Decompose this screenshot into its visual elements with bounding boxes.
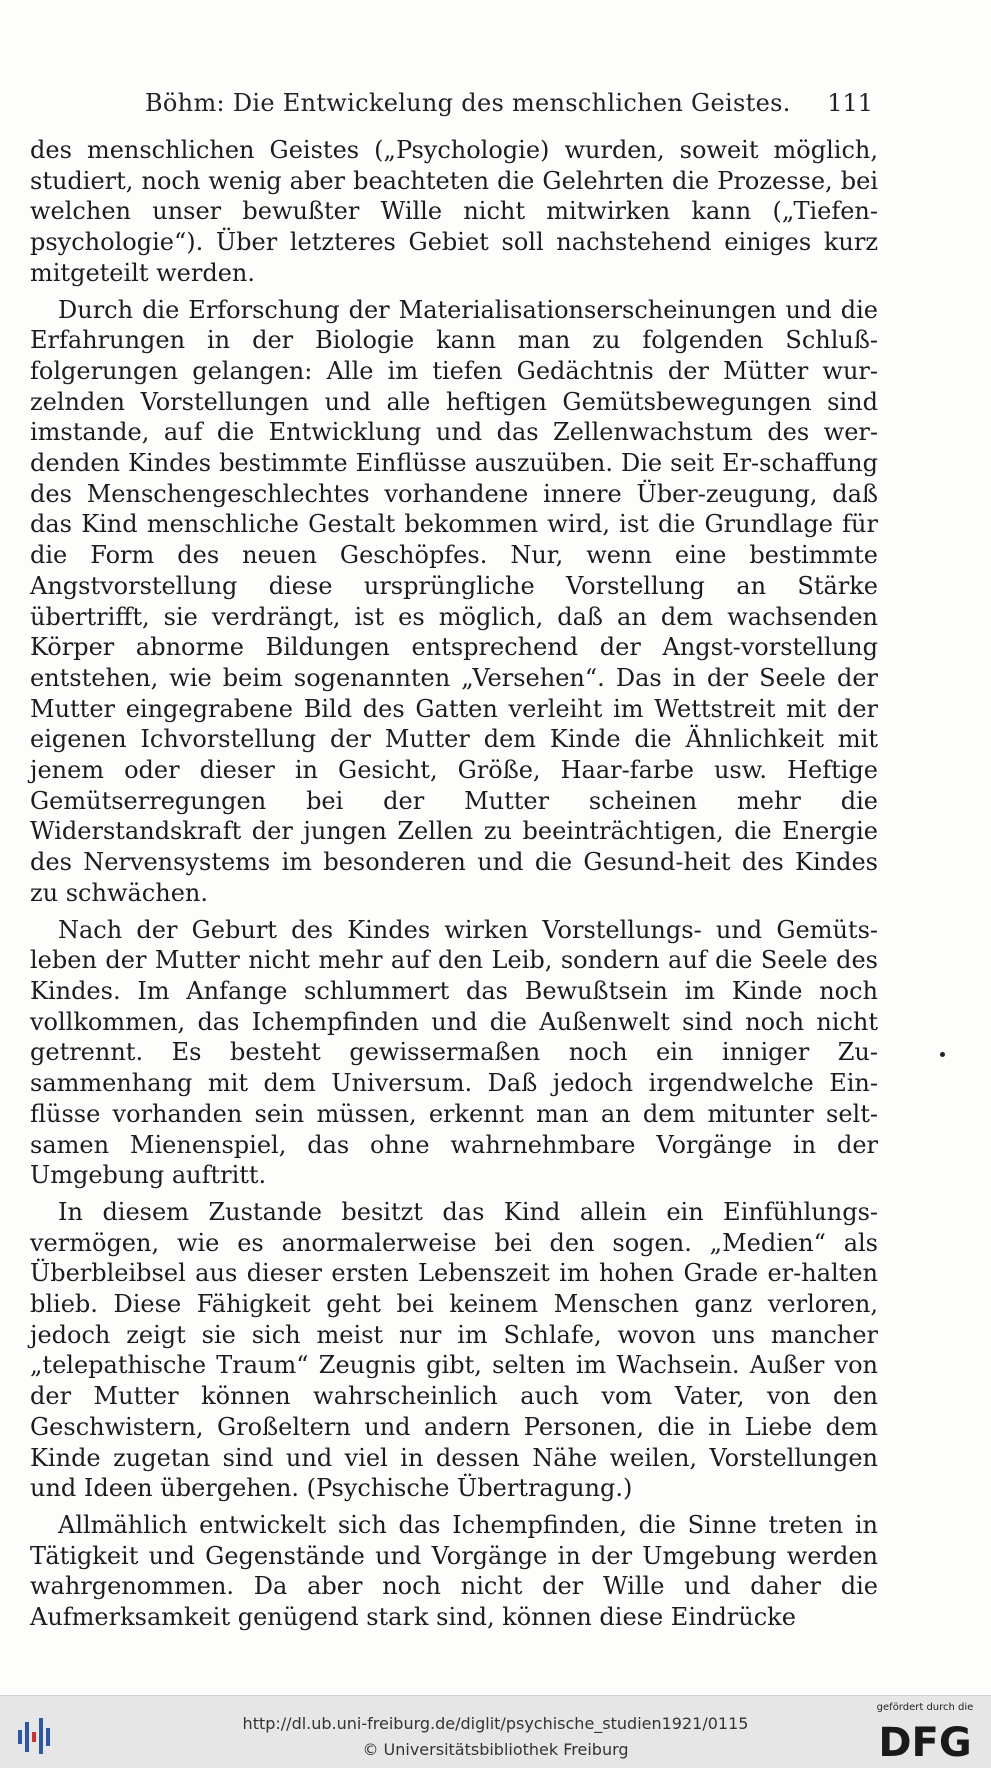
running-head-title: Böhm: Die Entwickelung des menschlichen Geistes. [145, 89, 791, 117]
copyright-notice: © Universitätsbibliothek Freiburg [362, 1740, 629, 1759]
paragraph: Allmählich entwickelt sich das Ichempfinden, die Sinne treten in Tätigkeit und Gegenstände und Vorgänge in der Umgebung werden wahrgenommen. Da aber noch nicht der Wille und daher die Aufmerksamkeit genügend stark sind, können diese Eindrücke [30, 1510, 878, 1632]
paragraph: des menschlichen Geistes („Psychologie) wurden, soweit möglich, studiert, noch wenig aber beachteten die Gelehrten die Prozesse, bei welchen unser bewußter Wille nicht mitwirken kann („Tiefen-psychologie“). Über letzteres Gebiet soll nachstehend einiges kurz mitgeteilt werden. [30, 136, 878, 287]
page-number: 111 [827, 89, 873, 117]
paragraph: In diesem Zustande besitzt das Kind allein ein Einfühlungs-vermögen, wie es anormalerweise bei den sogen. „Medien“ als Überbleibsel aus dieser ersten Lebenszeit im hohen Grade er-halten blieb. Diese Fähigkeit geht bei keinem Menschen ganz verloren, jedoch zeigt sie sich meist nur im Schlafe, wovon uns mancher „telepathische Traum“ Zeugnis gibt, selten im Wachsein. Außer von der Mutter können wahrscheinlich auch vom Vater, von den Geschwistern, Großeltern und andern Personen, die in Liebe dem Kinde zugetan sind und viel in dessen Nähe weilen, Vorstellungen und Ideen übergehen. (Psychische Übertragung.) [30, 1197, 878, 1503]
sponsor-caption: gefördert durch die [876, 1702, 974, 1713]
running-head [145, 86, 873, 120]
dfg-sponsor [869, 1702, 981, 1764]
svg-text:DFG: DFG [878, 1720, 972, 1762]
dfg-logo-icon [875, 1716, 975, 1762]
paragraph: Durch die Erforschung der Materialisationserscheinungen und die Erfahrungen in der Biologie kann man zu folgenden Schluß-folgerungen gelangen: Alle im tiefen Gedächtnis der Mütter wur-zelnden Vorstellungen und alle heftigen Gemütsbewegungen sind imstande, auf die Entwicklung und das Zellenwachstum des wer-denden Kindes bestimmte Einflüsse auszuüben. Die seit Er-schaffung des Menschengeschlechtes vorhandene innere Über-zeugung, daß das Kind menschliche Gestalt bekommen wird, ist die Grundlage für die Form des neuen Geschöpfes. Nur, wenn eine bestimmte Angstvorstellung diese ursprüngliche Vorstellung an Stärke übertrifft, sie verdrängt, ist es möglich, daß an dem wachsenden Körper abnorme Bildungen entsprechend der Angst-vorstellung entstehen, wie beim sogenannten „Versehen“. Das in der Seele der Mutter eingegrabene Bild des Gatten verleiht im Wettstreit mit der eigenen Ichvorstellung der Mutter dem Kinde die Ähnlichkeit mit jenem oder dieser in Gesicht, Größe, Haar-farbe usw. Heftige Gemütserregungen bei der Mutter scheinen mehr die Widerstandskraft der jungen Zellen zu beeinträchtigen, die Energie des Nervensystems im besonderen und die Gesund-heit des Kindes zu schwächen. [30, 295, 878, 907]
scan-speck [940, 1052, 945, 1057]
footer-bar [0, 1695, 991, 1768]
body-text [30, 135, 878, 1639]
source-url-link[interactable]: http://dl.ub.uni-freiburg.de/diglit/psychische_studien1921/0115 [242, 1714, 749, 1733]
paragraph: Nach der Geburt des Kindes wirken Vorstellungs- und Gemüts-leben der Mutter nicht mehr auf den Leib, sondern auf die Seele des Kindes. Im Anfange schlummert das Bewußtsein im Kinde noch vollkommen, das Ichempfinden und die Außenwelt sind noch nicht getrennt. Es besteht gewissermaßen noch ein inniger Zu-sammenhang mit dem Universum. Daß jedoch irgendwelche Ein-flüsse vorhanden sein müssen, erkennt man an dem mitunter selt-samen Mienenspiel, das ohne wahrnehmbare Vorgänge in der Umgebung auftritt. [30, 915, 878, 1190]
